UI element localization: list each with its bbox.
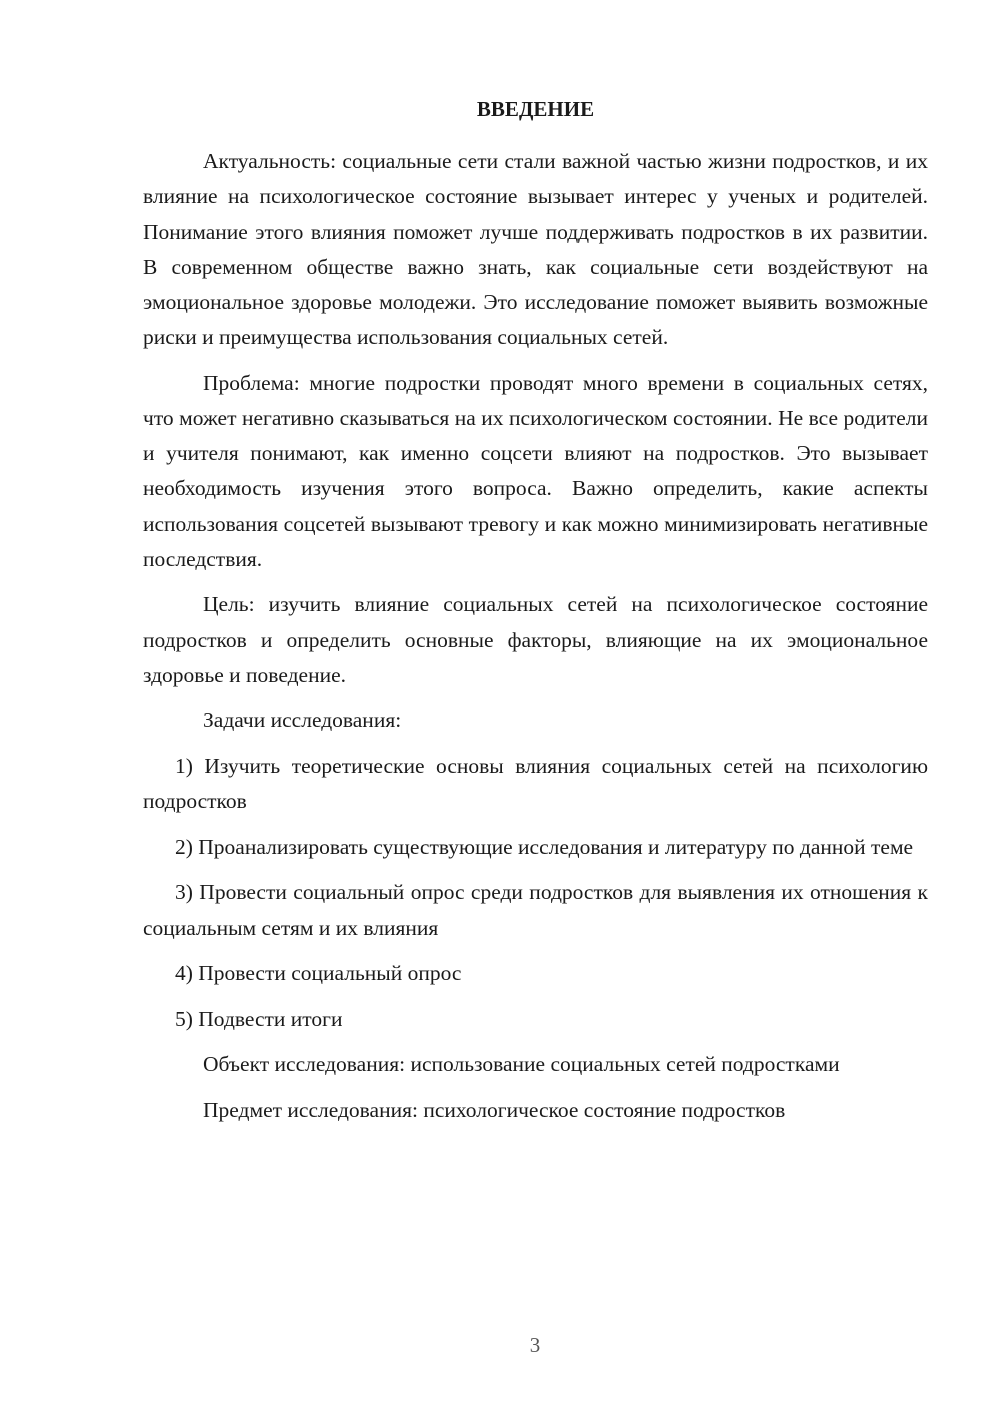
task-item: 5) Подвести итоги	[175, 1006, 343, 1031]
task-item: 3) Провести социальный опрос среди подростков для выявления их отношения к социальным сетям и их влияния	[143, 880, 928, 940]
document-page	[143, 92, 928, 1128]
paragraph-goal: Цель: изучить влияние социальных сетей на психологическое состояние подростков и определить основные факторы, влияющие на их эмоциональное здоровье и поведение.	[143, 592, 928, 687]
paragraph-relevance: Актуальность: социальные сети стали важной частью жизни подростков, и их влияние на психологическое состояние вызывает интерес у ученых и родителей. Понимание этого влияния поможет лучше поддерживать подростков в их развитии. В современном обществе важно знать, как социальные сети воздействуют на эмоциональное здоровье молодежи. Это исследование поможет выявить возможные риски и преимущества использования социальных сетей.	[143, 149, 928, 350]
paragraph-problem: Проблема: многие подростки проводят много времени в социальных сетях, что может негативно сказываться на их психологическом состоянии. Не все родители и учителя понимают, как именно соцсети влияют на подростков. Это вызывает необходимость изучения этого вопроса. Важно определить, какие аспекты использования соцсетей вызывают тревогу и как можно минимизировать негативные последствия.	[143, 370, 928, 571]
page-number: 3	[529, 1333, 541, 1357]
task-item: 1) Изучить теоретические основы влияния социальных сетей на психологию подростков	[143, 754, 928, 814]
paragraph-object: Объект исследования: использование социальных сетей подростками	[203, 1052, 840, 1077]
task-item: 4) Провести социальный опрос	[175, 961, 462, 986]
section-heading: ВВЕДЕНИЕ	[476, 97, 595, 121]
tasks-title: Задачи исследования:	[203, 708, 402, 733]
task-item: 2) Проанализировать существующие исследования и литературу по данной теме	[175, 834, 914, 859]
paragraph-subject: Предмет исследования: психологическое состояние подростков	[203, 1097, 786, 1122]
